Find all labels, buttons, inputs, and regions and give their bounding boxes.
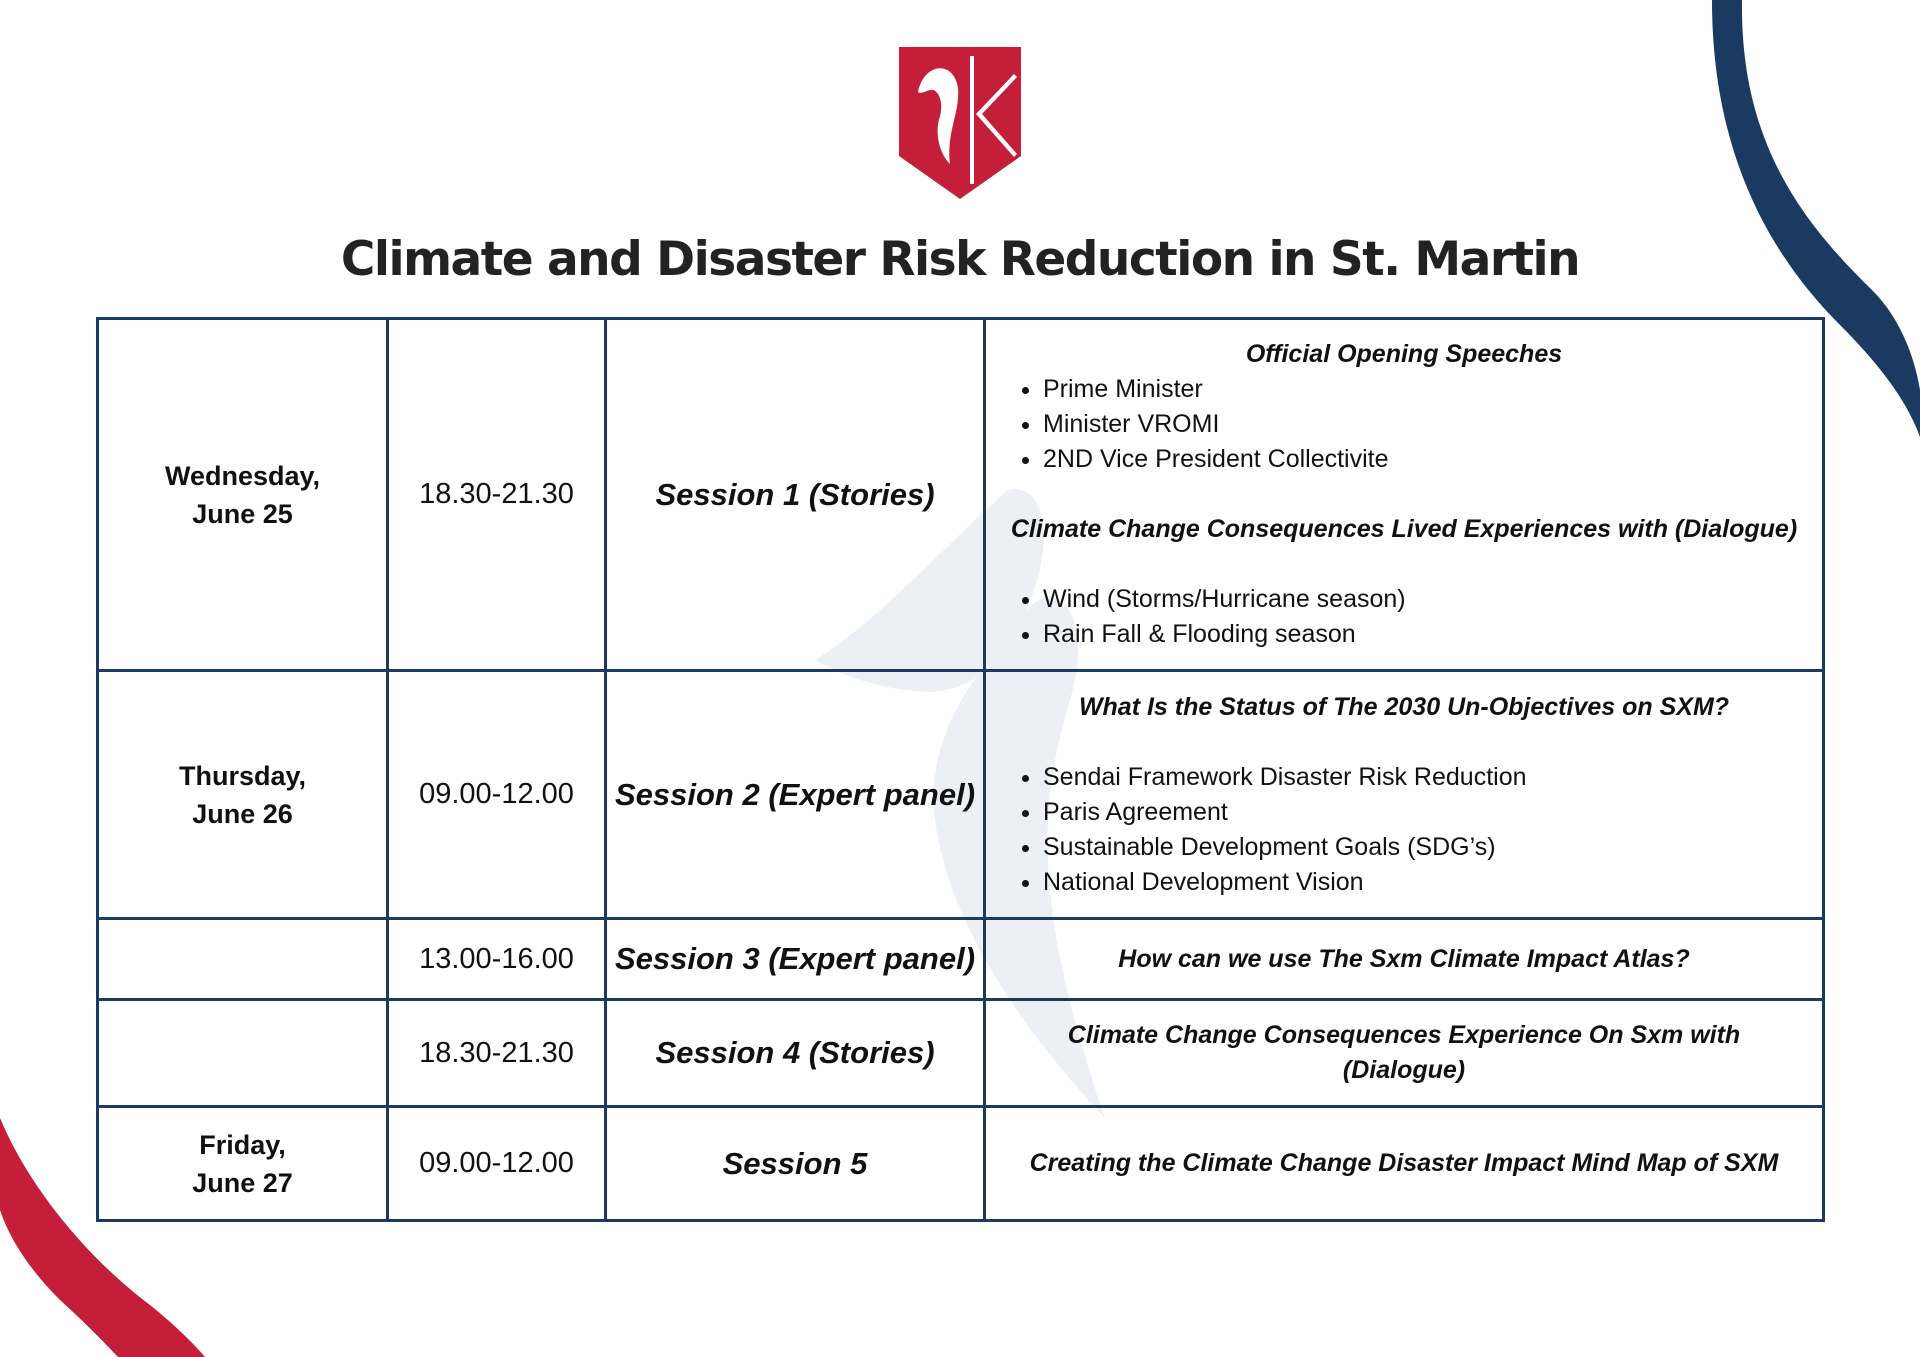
content-heading: How can we use The Sxm Climate Impact Atlas? (1118, 944, 1690, 973)
content-heading: Climate Change Consequences Lived Experiences with (Dialogue) (1010, 515, 1798, 543)
content-heading-line2: (Dialogue) (1342, 1056, 1466, 1084)
date-day: June 26 (192, 798, 293, 829)
session-cell: Session 4 (Stories) (606, 1000, 985, 1107)
agenda-table (96, 317, 1825, 1222)
topic-list (1000, 582, 1808, 652)
content-cell (985, 319, 1824, 671)
framework-list (1000, 760, 1808, 900)
list-item: • Minister VROMI (1043, 407, 1808, 442)
speaker-list (1000, 372, 1808, 477)
table-row (98, 319, 1824, 671)
date-weekday: Wednesday, (164, 460, 321, 491)
content-heading: Creating the Climate Change Disaster Impact Mind Map of SXM (1029, 1149, 1779, 1177)
list-item: • Sendai Framework Disaster Risk Reduction (1043, 760, 1808, 795)
date-cell (98, 1107, 388, 1221)
content-cell (985, 919, 1824, 1000)
date-cell (98, 319, 388, 671)
list-item: • Sustainable Development Goals (SDG’s) (1043, 830, 1808, 865)
list-item: • Wind (Storms/Hurricane season) (1043, 582, 1808, 617)
content-heading-line1: Climate Change Consequences Experience On Sxm with (1067, 1021, 1741, 1049)
content-cell (985, 1000, 1824, 1107)
content-cell (985, 1107, 1824, 1221)
date-weekday: Thursday, (178, 760, 307, 791)
session-cell: Session 5 (606, 1107, 985, 1221)
date-cell (98, 919, 388, 1000)
time-cell: 09.00-12.00 (388, 1107, 606, 1221)
content-heading: Official Opening Speeches (1245, 340, 1563, 368)
list-item: • Prime Minister (1043, 372, 1808, 407)
list-item: • Paris Agreement (1043, 795, 1808, 830)
list-item: • 2ND Vice President Collectivite (1043, 442, 1808, 477)
list-item: • National Development Vision (1043, 865, 1808, 900)
content-cell (985, 671, 1824, 919)
time-cell: 13.00-16.00 (388, 919, 606, 1000)
session-cell: Session 2 (Expert panel) (606, 671, 985, 919)
table-row (98, 1000, 1824, 1107)
date-weekday: Friday, (199, 1129, 286, 1160)
table-row (98, 1107, 1824, 1221)
date-day: June 27 (192, 1167, 293, 1198)
table-row (98, 919, 1824, 1000)
time-cell: 18.30-21.30 (388, 1000, 606, 1107)
content-heading: What Is the Status of The 2030 Un-Objectives on SXM? (1078, 692, 1730, 721)
page-title: Climate and Disaster Risk Reduction in St. Martin (340, 232, 1580, 287)
session-cell: Session 3 (Expert panel) (606, 919, 985, 1000)
date-cell (98, 1000, 388, 1107)
date-cell (98, 671, 388, 919)
date-day: June 25 (192, 498, 293, 529)
list-item: • Rain Fall & Flooding season (1043, 617, 1808, 652)
time-cell: 09.00-12.00 (388, 671, 606, 919)
table-row (98, 671, 1824, 919)
time-cell: 18.30-21.30 (388, 319, 606, 671)
session-cell: Session 1 (Stories) (606, 319, 985, 671)
shield-logo (896, 44, 1024, 202)
